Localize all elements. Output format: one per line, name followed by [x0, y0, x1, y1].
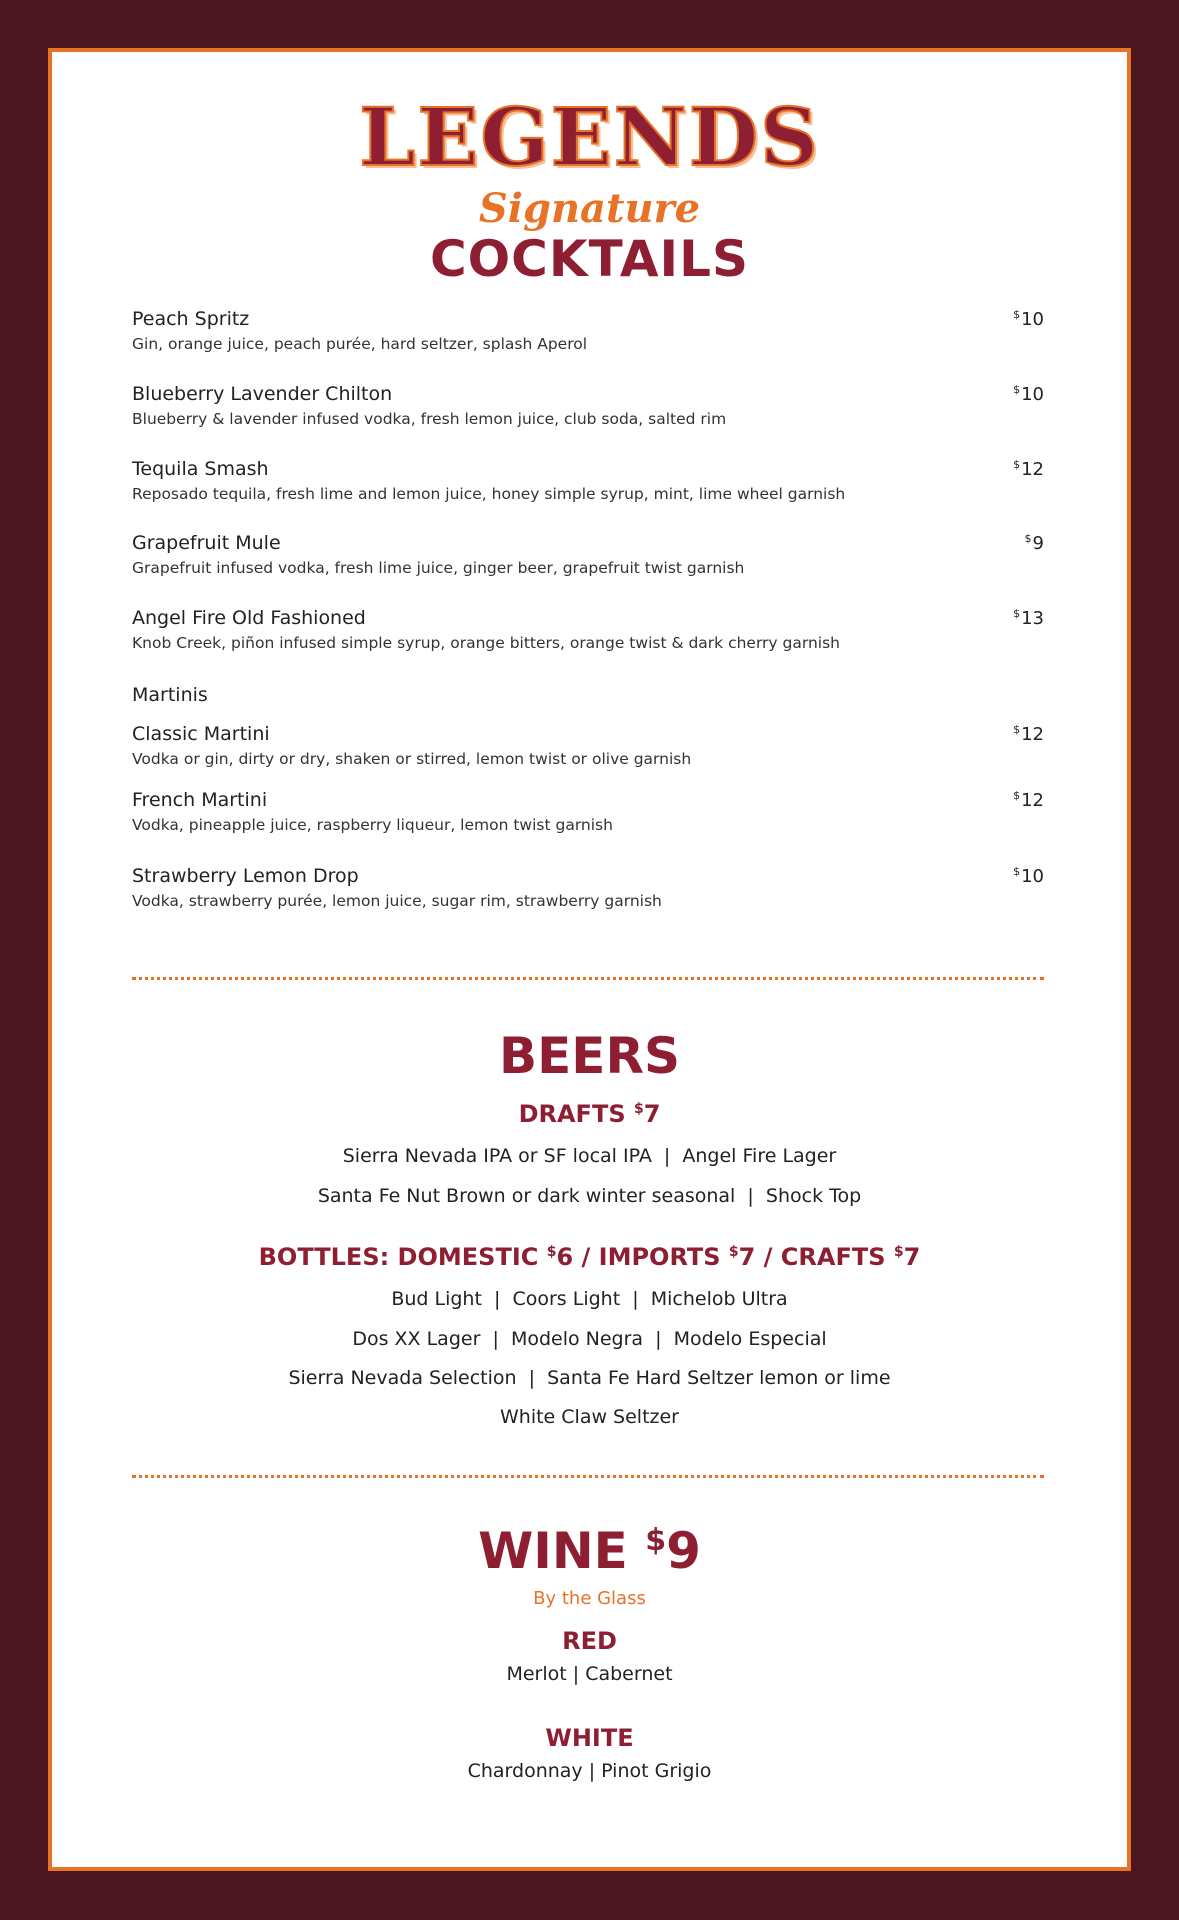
- white-wine-list: Chardonnay | Pinot Grigio: [467, 1760, 712, 1782]
- menu-item-french-martini: [132, 789, 1044, 834]
- bottles-line: Bud Light | Coors Light | Michelob Ultra: [391, 1288, 788, 1310]
- legends-logo: LEGENDS: [359, 90, 820, 184]
- bottles-line: Dos XX Lager | Modelo Negra | Modelo Especial: [352, 1328, 827, 1350]
- item-description: Reposado tequila, fresh lime and lemon juice, honey simple syrup, mint, lime wheel garnish: [132, 485, 846, 503]
- price-value: 10: [1021, 384, 1044, 405]
- currency-symbol: $: [893, 1244, 904, 1260]
- currency-symbol: $: [1013, 383, 1021, 396]
- red-wine-heading: RED: [562, 1627, 617, 1655]
- item-name: Angel Fire Old Fashioned: [132, 607, 366, 629]
- menu-item-classic-martini: [132, 723, 1044, 768]
- bottles-label: BOTTLES: DOMESTIC: [258, 1243, 547, 1271]
- item-name: Strawberry Lemon Drop: [132, 865, 359, 887]
- item-price: [1013, 308, 1044, 330]
- bottles-line: White Claw Seltzer: [499, 1406, 679, 1428]
- drafts-heading: [52, 1100, 1127, 1128]
- currency-symbol: $: [645, 1523, 667, 1558]
- currency-symbol: $: [1013, 607, 1021, 620]
- bottles-price-imports: 7: [738, 1243, 756, 1271]
- currency-symbol: $: [1013, 458, 1021, 471]
- price-value: 12: [1021, 790, 1044, 811]
- drafts-line: Santa Fe Nut Brown or dark winter seasonal | Shock Top: [317, 1185, 862, 1207]
- item-price: [1013, 458, 1044, 480]
- currency-symbol: $: [1024, 532, 1032, 545]
- item-name: Classic Martini: [132, 723, 270, 745]
- wine-subtitle: By the Glass: [533, 1588, 646, 1609]
- item-price: [1013, 723, 1044, 745]
- currency-symbol: $: [1013, 308, 1021, 321]
- item-description: Knob Creek, piñon infused simple syrup, orange bitters, orange twist & dark cherry garnish: [132, 634, 840, 652]
- bottles-label: / IMPORTS: [573, 1243, 729, 1271]
- price-value: 10: [1021, 866, 1044, 887]
- item-description: Vodka, strawberry purée, lemon juice, sugar rim, strawberry garnish: [132, 892, 662, 910]
- bottles-price-domestic: 6: [556, 1243, 574, 1271]
- price-value: 9: [1032, 533, 1044, 554]
- item-price: [1013, 383, 1044, 405]
- item-name: French Martini: [132, 789, 268, 811]
- menu-item-peach-spritz: [132, 308, 1044, 353]
- bottles-price-crafts: 7: [903, 1243, 921, 1271]
- item-name: Tequila Smash: [132, 458, 269, 480]
- bottles-line: Sierra Nevada Selection | Santa Fe Hard Seltzer lemon or lime: [288, 1367, 891, 1389]
- item-price: [1013, 607, 1044, 629]
- item-name: Peach Spritz: [132, 308, 250, 330]
- martinis-label: Martinis: [132, 684, 208, 706]
- price-value: 12: [1021, 459, 1044, 480]
- white-wine-heading: WHITE: [545, 1724, 634, 1752]
- price-value: 13: [1021, 608, 1044, 629]
- drafts-price: 7: [643, 1100, 661, 1128]
- menu-item-angel-fire-old-fashioned: [132, 607, 1044, 652]
- price-value: 12: [1021, 724, 1044, 745]
- currency-symbol: $: [1013, 789, 1021, 802]
- price-value: 10: [1021, 309, 1044, 330]
- currency-symbol: $: [1013, 723, 1021, 736]
- bottles-heading: [52, 1243, 1127, 1271]
- wine-price: 9: [666, 1522, 701, 1580]
- item-price: [1013, 865, 1044, 887]
- item-description: Blueberry & lavender infused vodka, fresh lemon juice, club soda, salted rim: [132, 410, 727, 428]
- cocktails-heading: COCKTAILS: [429, 230, 750, 288]
- dotted-divider: [132, 1475, 1044, 1478]
- drafts-line: Sierra Nevada IPA or SF local IPA | Angel Fire Lager: [342, 1145, 837, 1167]
- currency-symbol: $: [728, 1244, 739, 1260]
- currency-symbol: $: [546, 1244, 557, 1260]
- wine-heading: [52, 1522, 1127, 1580]
- item-price: [1025, 532, 1044, 554]
- currency-symbol: $: [633, 1101, 644, 1117]
- item-name: Blueberry Lavender Chilton: [132, 383, 393, 405]
- dotted-divider: [132, 977, 1044, 980]
- item-name: Grapefruit Mule: [132, 532, 281, 554]
- item-description: Gin, orange juice, peach purée, hard seltzer, splash Aperol: [132, 335, 588, 353]
- wine-title: WINE: [478, 1522, 646, 1580]
- beers-heading: BEERS: [499, 1027, 680, 1085]
- menu-item-grapefruit-mule: [132, 532, 1044, 577]
- menu-item-strawberry-lemon-drop: [132, 865, 1044, 910]
- item-price: [1013, 789, 1044, 811]
- item-description: Vodka or gin, dirty or dry, shaken or stirred, lemon twist or olive garnish: [132, 750, 692, 768]
- menu-item-blueberry-lavender-chilton: [132, 383, 1044, 428]
- item-description: Grapefruit infused vodka, fresh lime juice, ginger beer, grapefruit twist garnish: [132, 559, 745, 577]
- red-wine-list: Merlot | Cabernet: [506, 1663, 673, 1685]
- item-description: Vodka, pineapple juice, raspberry liqueur, lemon twist garnish: [132, 816, 613, 834]
- currency-symbol: $: [1013, 865, 1021, 878]
- signature-subtitle: Signature: [478, 185, 701, 232]
- menu-item-tequila-smash: [132, 458, 1044, 503]
- bottles-label: / CRAFTS: [755, 1243, 894, 1271]
- menu-card: [48, 48, 1131, 1871]
- drafts-label: DRAFTS: [518, 1100, 626, 1128]
